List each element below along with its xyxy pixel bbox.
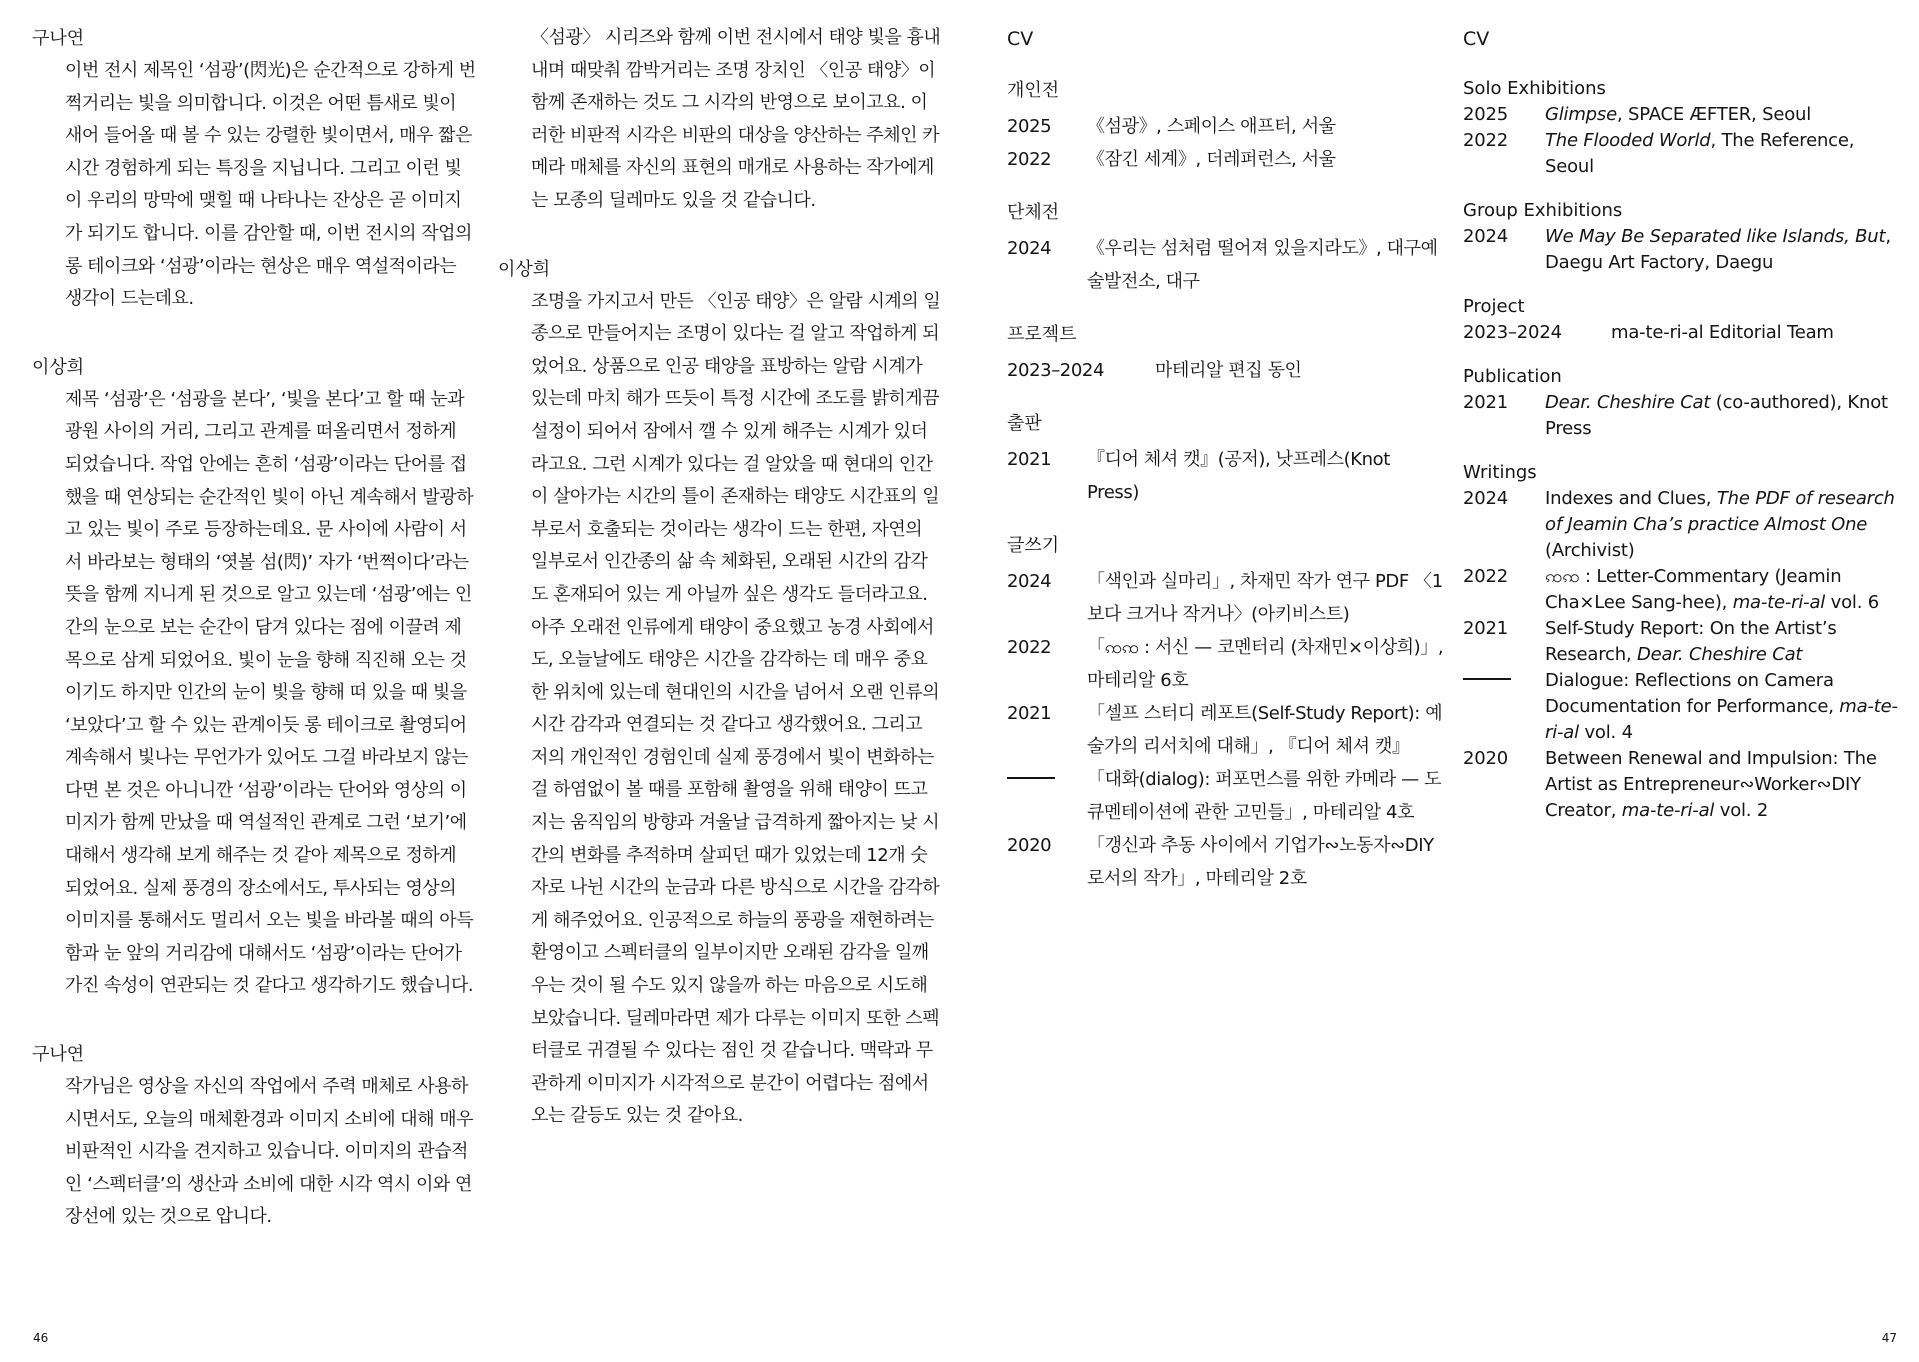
cv-entry (1463, 224, 1903, 276)
publication-title: ma-te-ri-al (1621, 800, 1715, 821)
cv-section-project (1007, 320, 1447, 387)
cv-entry-year: 2022 (1007, 637, 1052, 658)
cv-section-heading: Writings (1463, 462, 1537, 483)
cv-title-english: CV (1463, 28, 1490, 50)
cv-entry-year: 2022 (1007, 149, 1052, 170)
cv-entry-text (1545, 102, 1903, 128)
cv-entry-text: ma-te-ri-al Editorial Team (1611, 322, 1834, 343)
entry-detail: Self-Study Report: On the Artist’s Research, (1545, 618, 1837, 665)
publication-title: ma-te-ri-al (1732, 592, 1826, 613)
cv-entry (1007, 143, 1447, 176)
cv-entry (1007, 631, 1447, 697)
cv-section-heading: Publication (1463, 366, 1562, 387)
entry-detail: vol. 6 (1825, 592, 1879, 613)
interview-column-2 (498, 22, 943, 1168)
cv-entry-year: 2021 (1463, 618, 1509, 639)
cv-section-heading: Project (1463, 296, 1525, 317)
exhibition-title: The Flooded World (1545, 130, 1711, 151)
dash-rule (1007, 777, 1055, 779)
cv-entry (1463, 128, 1903, 180)
cv-entry-year: 2025 (1007, 116, 1052, 137)
interview-paragraph: 조명을 가지고서 만든 〈인공 태양〉은 알람 시계의 일종으로 만들어지는 조명이 있다는 걸 알고 작업하게 되었어요. 상품으로 인공 태양을 표방하는 알람 시계가 있는데 마치 해가 뜨듯이 특정 시간에 조도를 밝히게끔 설정이 되어서 잠에서 깰 수 있게 해주는 시계가 있더라고요. 그런 시계가 있다는 걸 알았을 때 현대의 인간이 살아가는 시간의 틀이 존재하는 태양도 시간표의 일부로서 호출되는 것이라는 생각이 드는 한편, 자연의 일부로서 인간종의 삶 속 체화된, 오래된 시간의 감각도 혼재되어 있는 게 아닐까 싶은 생각도 들더라고요. 아주 오래전 인류에게 태양이 중요했고 농경 사회에서도, 오늘날에도 태양은 시간을 감각하는 데 매우 중요한 위치에 있는데 현대인의 시간을 넘어서 오랜 인류의 시간 감각과 연결되는 것 같다고 생각했어요. 그리고 저의 개인적인 경험인데 실제 풍경에서 빛이 변화하는 걸 하염없이 볼 때를 포함해 촬영을 위해 태양이 뜨고 지는 움직임의 방향과 겨울날 급격하게 짧아지는 낮 시간의 변화를 추적하며 살피던 때가 있었는데 12개 숫자로 나뉜 시간의 눈금과 다른 방식으로 시간을 감각하게 해주었어요. 인공적으로 하늘의 풍광을 재현하려는 환영이고 스펙터클의 일부이지만 오래된 감각을 일깨우는 것이 될 수도 있지 않을까 하는 마음으로 시도해 보았습니다. 딜레마라면 제가 다루는 이미지 또한 스펙터클로 귀결될 수 있다는 점인 것 같습니다. 맥락과 무관하게 이미지가 시각적으로 분간이 어렵다는 점에서 오는 갈등도 있는 것 같아요. (531, 290, 941, 1127)
cv-entry (1007, 443, 1447, 509)
entry-detail: Dialogue: Reflections on Camera Documentation for Performance, (1545, 670, 1840, 717)
cv-entry-year: 2024 (1007, 571, 1052, 592)
cv-entry-text: 「갱신과 추동 사이에서 기업가∾노동자∾DIY로서의 작가」, 마테리알 2호 (1087, 835, 1434, 889)
cv-entry (1007, 354, 1447, 387)
cv-section-heading: Group Exhibitions (1463, 200, 1623, 221)
cv-entry-year: 2023–2024 (1463, 322, 1562, 343)
cv-entry-dash (1007, 763, 1087, 829)
cv-entry-year: 2023–2024 (1007, 360, 1105, 381)
page-number-right: 47 (1881, 1331, 1897, 1345)
cv-entry-text: 《우리는 섬처럼 떨어져 있을지라도》, 대구예술발전소, 대구 (1087, 238, 1438, 292)
cv-title-korean: CV (1007, 28, 1034, 50)
cv-entry-text: 「색인과 실마리」, 차재민 작가 연구 PDF 〈1보다 크거나 작거나〉(아키비스트) (1087, 571, 1443, 625)
cv-korean-column (1007, 22, 1447, 917)
cv-entry-text (1545, 668, 1903, 746)
speaker-name: 이상희 (32, 356, 85, 378)
cv-entry (1007, 232, 1447, 298)
entry-detail: (co-authored), Knot Press (1545, 392, 1888, 439)
cv-section-publication (1007, 409, 1447, 509)
entry-detail: , Daegu Art Factory, Daegu (1545, 226, 1891, 273)
cv-section-heading: 출판 (1007, 413, 1042, 434)
cv-entry-text (1545, 616, 1903, 668)
speaker-name: 구나연 (32, 28, 85, 49)
cv-section-heading: 개인전 (1007, 80, 1060, 101)
cv-section-heading: 프로젝트 (1007, 324, 1077, 345)
cv-entry (1463, 390, 1903, 442)
publication-title: The PDF of research of Jeamin Cha’s practice Almost One (1545, 488, 1895, 535)
cv-entry-year: 2020 (1463, 748, 1509, 769)
cv-entry (1007, 565, 1447, 631)
cv-entry (1463, 320, 1903, 346)
cv-entry-dash (1463, 668, 1545, 746)
cv-entry-text (1545, 564, 1903, 616)
cv-entry-text (1545, 224, 1903, 276)
page-number-left: 46 (33, 1331, 49, 1345)
cv-section-heading: 단체전 (1007, 202, 1060, 223)
publication-title: ma-te-ri-al (1545, 696, 1898, 743)
speaker-name: 구나연 (32, 1044, 85, 1066)
cv-entry-year: 2024 (1463, 226, 1509, 247)
cv-entry-text: 《잠긴 세계》, 더레퍼런스, 서울 (1087, 149, 1336, 170)
publication-title: Dear. Cheshire Cat (1545, 392, 1711, 413)
cv-entry-text: 「셀프 스터디 레포트(Self-Study Report): 예술가의 리서치에 대해」, 『디어 체셔 캣』 (1087, 703, 1443, 757)
cv-entry-text (1545, 486, 1903, 564)
interview-paragraph: 이번 전시 제목인 ‘섬광’(閃光)은 순간적으로 강하게 번쩍거리는 빛을 의미합니다. 이것은 어떤 틈새로 빛이 새어 들어올 때 볼 수 있는 강렬한 빛이면서, 매우 짧은 시간 경험하게 되는 특징을 지닙니다. 그리고 이런 빛이 우리의 망막에 맺힐 때 나타나는 잔상은 곧 이미지가 되기도 합니다. 이를 감안할 때, 이번 전시의 작업의 롱 테이크와 ‘섬광’이라는 현상은 매우 역설적이라는 생각이 드는데요. (65, 60, 476, 310)
entry-detail: (Archivist) (1545, 540, 1635, 561)
exhibition-title: Glimpse (1545, 104, 1617, 125)
cv-section-writings-en (1463, 460, 1903, 824)
publication-title: Dear. Cheshire Cat (1637, 644, 1803, 665)
cv-entry-year: 2021 (1007, 703, 1052, 724)
entry-detail: ꩡꩡ : Letter-Commentary (Jeamin Cha×Lee Sang-hee), (1545, 566, 1842, 613)
interview-column-1 (32, 22, 477, 1269)
entry-detail: Between Renewal and Impulsion: The Artist as Entrepreneur∾Worker∾DIY Creator, (1545, 748, 1877, 821)
cv-section-publication-en (1463, 364, 1903, 442)
cv-entry-text (1545, 128, 1903, 180)
cv-entry-text: 마테리알 편집 동인 (1155, 360, 1302, 381)
left-page (0, 0, 959, 1362)
interview-paragraph: 작가님은 영상을 자신의 작업에서 주력 매체로 사용하시면서도, 오늘의 매체환경과 이미지 소비에 대해 매우 비판적인 시각을 견지하고 있습니다. 이미지의 관습적인 ‘스펙터클’의 생산과 소비에 대한 시각 역시 이와 연장선에 있는 것으로 압니다. (65, 1076, 474, 1228)
cv-entry (1463, 102, 1903, 128)
cv-entry-text (1545, 746, 1903, 824)
cv-entry-year: 2021 (1463, 392, 1509, 413)
entry-detail: vol. 2 (1714, 800, 1769, 821)
cv-entry (1463, 564, 1903, 616)
cv-entry-text: 《섬광》, 스페이스 애프터, 서울 (1087, 116, 1336, 137)
cv-section-solo (1007, 76, 1447, 176)
cv-entry-text (1545, 390, 1903, 442)
entry-detail: , SPACE ÆFTER, Seoul (1616, 104, 1812, 125)
cv-entry (1007, 829, 1447, 895)
interview-paragraph: 제목 ‘섬광’은 ‘섬광을 본다’, ‘빛을 본다’고 할 때 눈과 광원 사이의 거리, 그리고 관계를 떠올리면서 정하게 되었습니다. 작업 안에는 흔히 ‘섬광’이라는 단어를 접했을 때 연상되는 순간적인 빛이 아닌 계속해서 발광하고 있는 빛이 주로 등장하는데요. 문 사이에 사람이 서서 바라보는 형태의 ‘엿볼 섬(閃)’ 자가 ‘번쩍이다’라는 뜻을 함께 지니게 된 것으로 알고 있는데 ‘섬광’에는 인간의 눈으로 보는 순간이 담겨 있다는 점에 이끌려 제목으로 삼게 되었어요. 빛이 눈을 향해 직진해 오는 것이기도 하지만 인간의 눈이 빛을 향해 떠 있을 때 빛을 ‘보았다’고 할 수 있는 관계이듯 롱 테이크로 촬영되어 계속해서 빛나는 무언가가 있어도 그걸 바라보지 않는다면 본 것은 아니니깐 ‘섬광’이라는 단어와 영상의 이미지가 함께 만났을 때 역설적인 관계로 그런 ‘보기’에 대해서 생각해 보게 해주는 것 같아 제목으로 정하게 되었어요. 실제 풍경의 장소에서도, 투사되는 영상의 이미지를 통해서도 멀리서 오는 빛을 바라볼 때의 아득함과 눈 앞의 거리감에 대해서도 ‘섬광’이라는 단어가 가진 속성이 연관되는 것 같다고 생각하기도 했습니다. (65, 388, 474, 997)
cv-entry-text: 『디어 체셔 캣』(공저), 낫프레스(Knot Press) (1087, 449, 1390, 503)
cv-english-column (1463, 22, 1903, 842)
cv-entry (1007, 763, 1447, 829)
cv-entry-text: 「ꩡꩡ : 서신 — 코멘터리 (차재민×이상희)」, 마테리알 6호 (1087, 637, 1444, 691)
cv-section-group (1007, 198, 1447, 298)
cv-section-writings (1007, 531, 1447, 895)
cv-section-group-en (1463, 198, 1903, 276)
cv-entry (1463, 616, 1903, 668)
cv-section-project-en (1463, 294, 1903, 346)
dash-rule (1463, 678, 1511, 680)
exhibition-title: We May Be Separated like Islands, But (1545, 226, 1886, 247)
cv-section-heading: 글쓰기 (1007, 535, 1060, 556)
cv-entry-year: 2025 (1463, 104, 1509, 125)
cv-entry (1463, 486, 1903, 564)
entry-detail: vol. 4 (1578, 722, 1633, 743)
speaker-name: 이상희 (498, 258, 551, 280)
cv-entry-year: 2020 (1007, 835, 1052, 856)
cv-section-solo-en (1463, 76, 1903, 180)
cv-entry (1463, 746, 1903, 824)
cv-section-heading: Solo Exhibitions (1463, 78, 1606, 99)
right-page (960, 0, 1919, 1362)
cv-entry (1007, 697, 1447, 763)
cv-entry-year: 2024 (1463, 488, 1509, 509)
cv-entry-year: 2024 (1007, 238, 1052, 259)
interview-paragraph-continued: 〈섬광〉 시리즈와 함께 이번 전시에서 태양 빛을 흉내 내며 때맞춰 깜박거리는 조명 장치인 〈인공 태양〉이 함께 존재하는 것도 그 시각의 반영으로 보이고요. 이러한 비판적 시각은 비판의 대상을 양산하는 주체인 카메라 매체를 자신의 표현의 매개로 사용하는 작가에게는 모종의 딜레마도 있을 것 같습니다. (531, 27, 941, 211)
cv-entry (1007, 110, 1447, 143)
entry-detail: Indexes and Clues, (1545, 488, 1717, 509)
cv-entry-year: 2022 (1463, 566, 1509, 587)
cv-entry-year: 2022 (1463, 130, 1509, 151)
cv-entry-year: 2021 (1007, 449, 1052, 470)
cv-entry (1463, 668, 1903, 746)
cv-entry-text: 「대화(dialog): 퍼포먼스를 위한 카메라 — 도큐멘테이션에 관한 고민들」, 마테리알 4호 (1087, 769, 1442, 823)
entry-detail: , The Reference, Seoul (1545, 130, 1855, 177)
